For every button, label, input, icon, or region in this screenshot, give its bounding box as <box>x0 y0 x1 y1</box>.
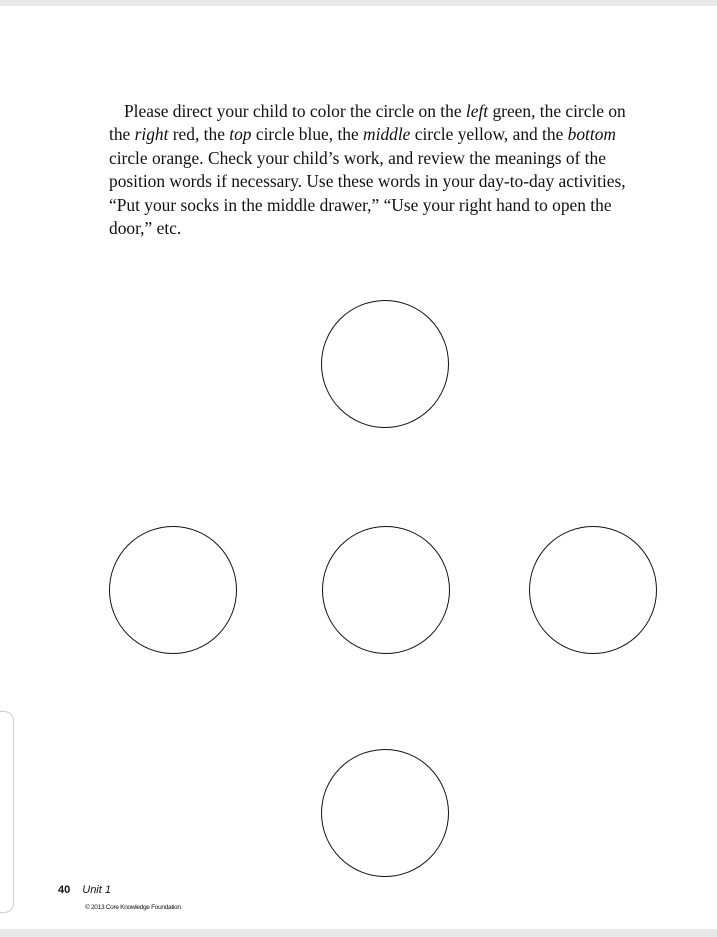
page-footer <box>58 884 111 896</box>
word-middle: middle <box>363 124 411 145</box>
page-side-tab <box>0 711 14 913</box>
right-circle[interactable] <box>529 526 657 654</box>
instructions-text-3: red, the <box>168 124 230 145</box>
page-number: 40 <box>58 884 71 896</box>
instructions-text-5: circle yellow, and the <box>410 124 568 145</box>
word-bottom: bottom <box>567 124 616 145</box>
instructions-text-4: circle blue, the <box>251 124 364 145</box>
copyright-notice: © 2013 Core Knowledge Foundation <box>85 904 181 911</box>
instructions-text-1: Please direct your child to color the circle on the <box>124 101 466 121</box>
word-top: top <box>229 124 252 145</box>
middle-circle[interactable] <box>322 526 450 654</box>
word-right: right <box>134 124 169 145</box>
left-circle[interactable] <box>109 526 237 654</box>
instructions-paragraph <box>109 100 644 240</box>
word-left: left <box>465 101 489 121</box>
worksheet-page <box>0 6 717 929</box>
top-circle[interactable] <box>321 300 449 428</box>
bottom-circle[interactable] <box>321 749 449 877</box>
instructions-text-6: circle orange. Check your child’s work, and review the meanings of the position words if necessary. Use these words in your day-to-day activities, “Put your socks in the middle drawer,” “Use your right hand to open the door,” etc. <box>109 147 626 239</box>
instructions-text-2: green, the circle on the <box>109 101 626 145</box>
unit-label: Unit 1 <box>82 884 111 896</box>
